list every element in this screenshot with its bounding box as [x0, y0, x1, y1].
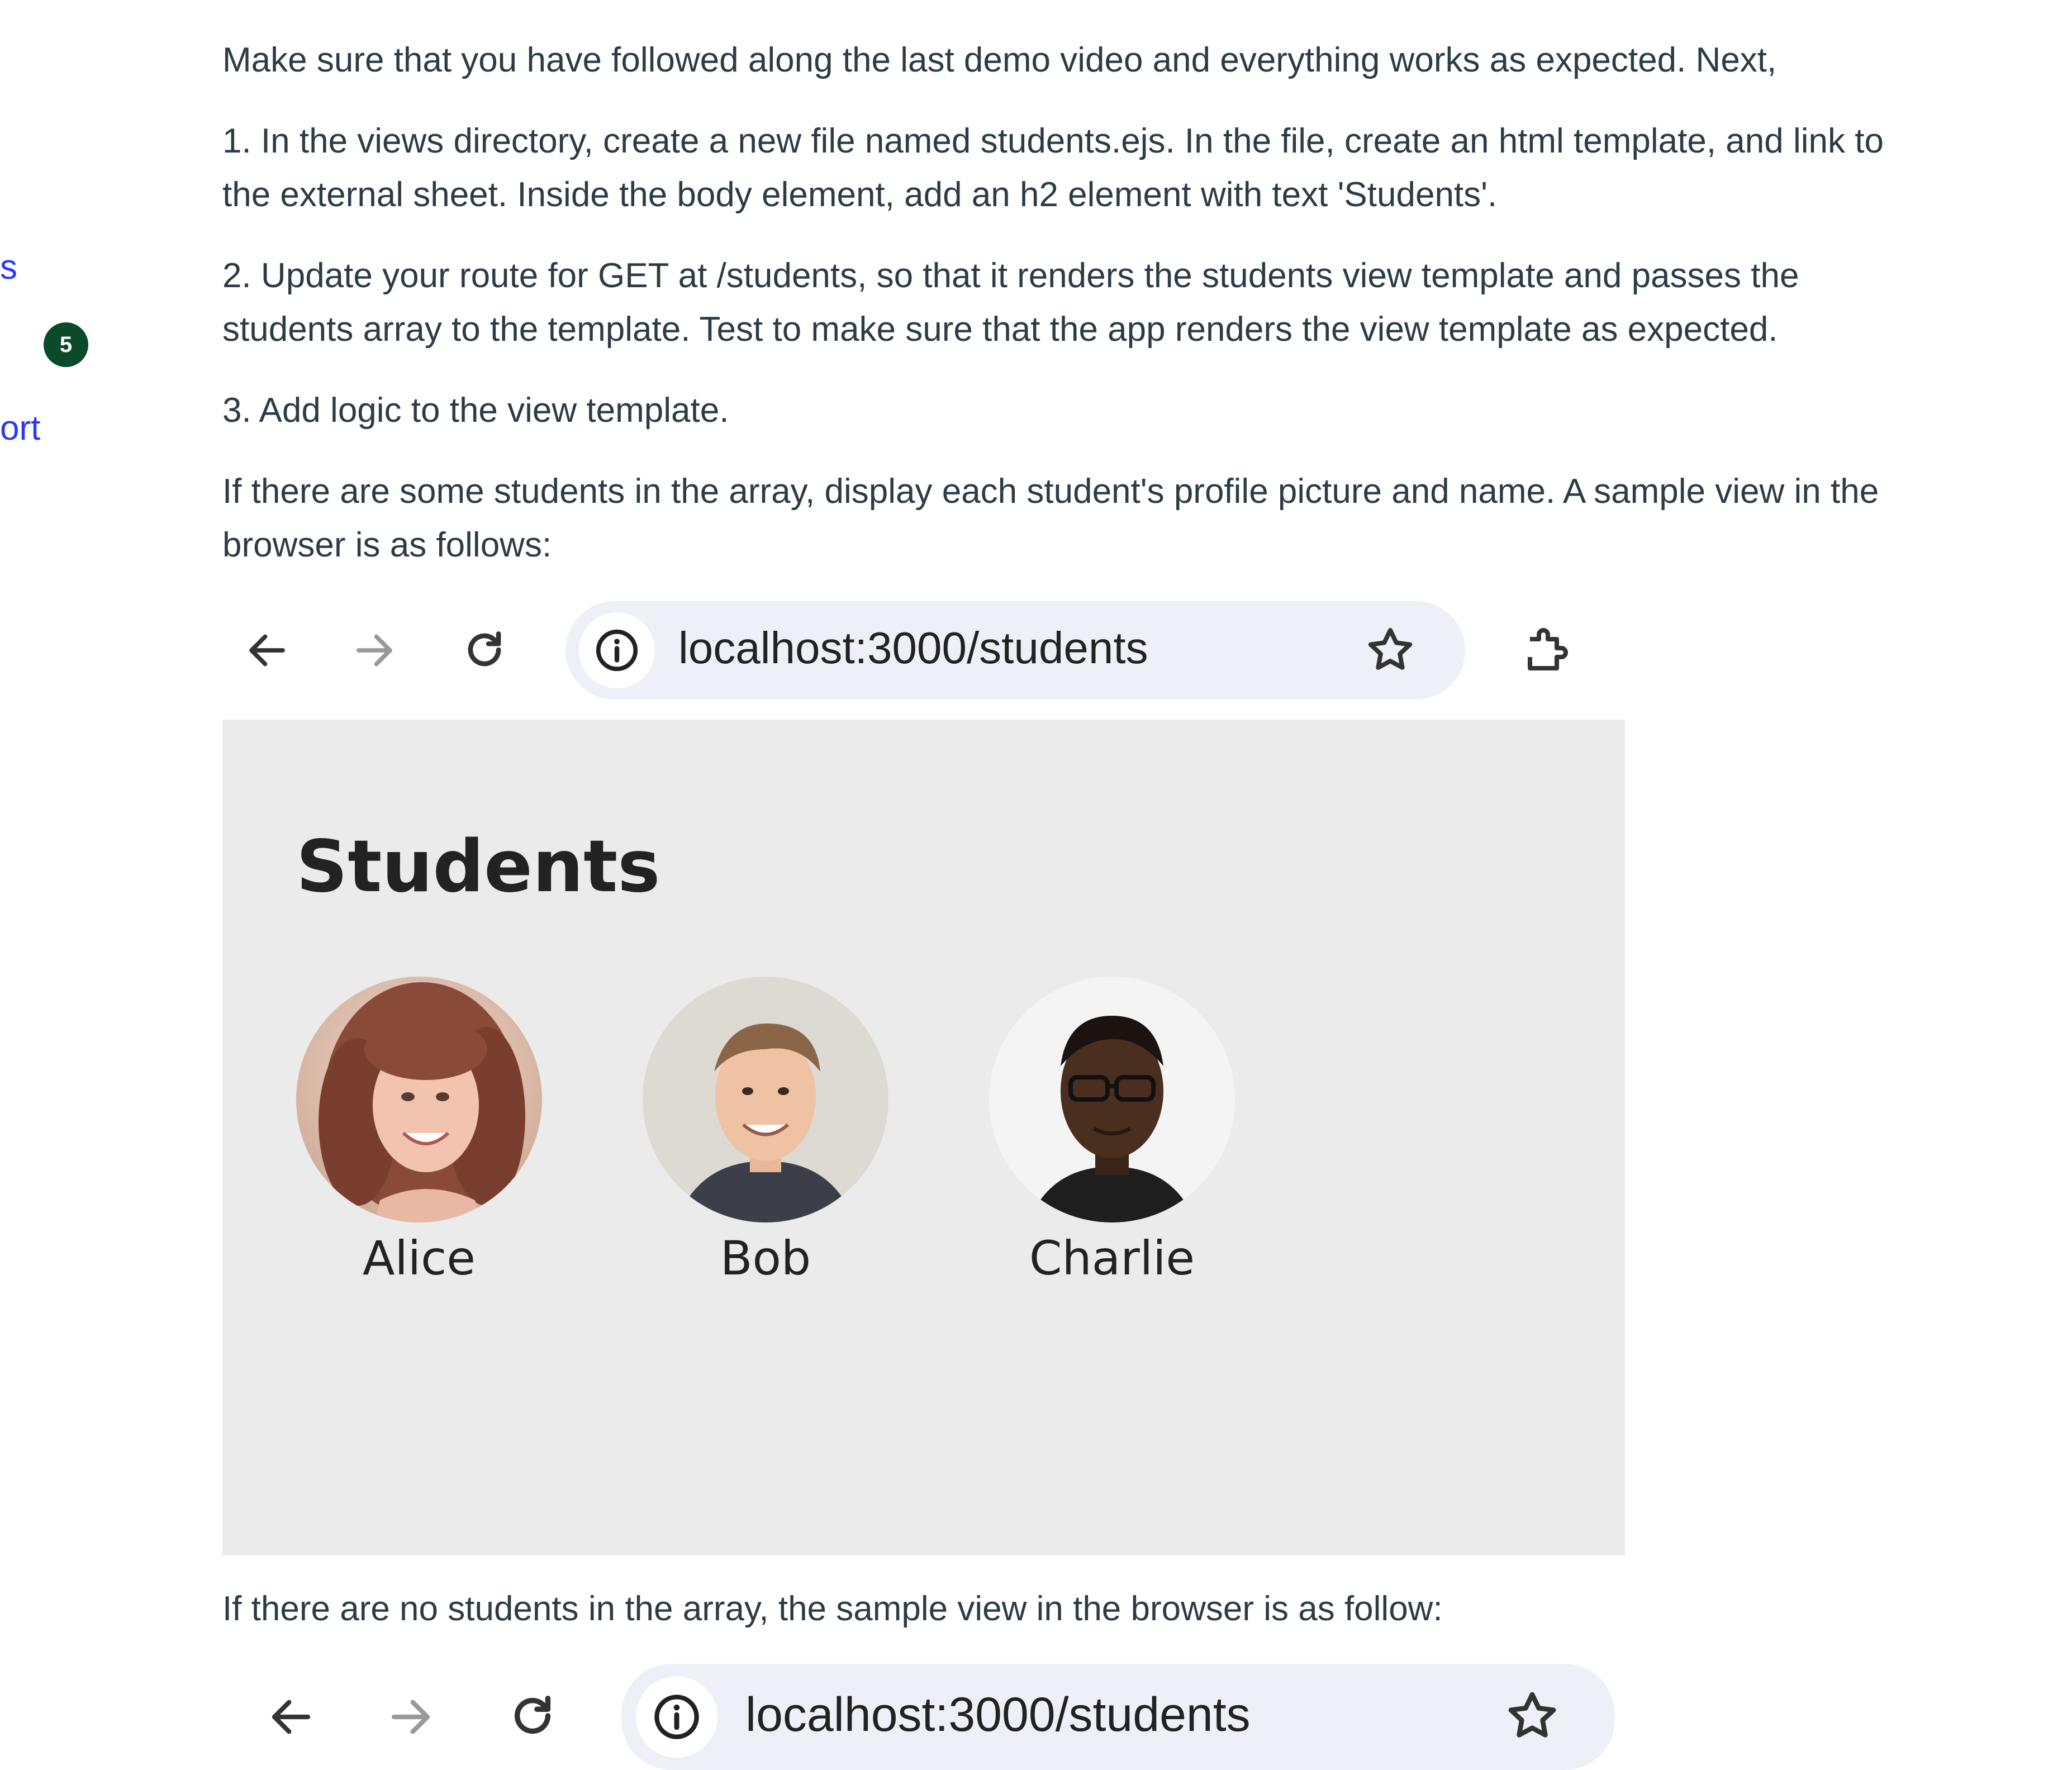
- step2-line2: students array to the template. Test to make sure that the app renders the view template as expected.: [222, 310, 1778, 349]
- student-name: Bob: [720, 1231, 811, 1286]
- address-bar[interactable]: [621, 1664, 1615, 1770]
- student-avatar: [643, 977, 888, 1222]
- extension-icon[interactable]: [1519, 624, 1572, 677]
- url-text: localhost:3000/students: [678, 623, 1148, 673]
- student-avatar: [989, 977, 1235, 1222]
- address-bar[interactable]: [565, 601, 1465, 700]
- student-name: Alice: [362, 1231, 476, 1286]
- some-students-line2: browser is as follows:: [222, 526, 552, 564]
- students-heading: Students: [296, 825, 660, 908]
- forward-arrow-icon[interactable]: [386, 1692, 436, 1742]
- browser-viewport-students: [222, 720, 1625, 1555]
- star-icon[interactable]: [1363, 624, 1417, 677]
- student-name: Charlie: [1029, 1231, 1195, 1286]
- step1-line1: 1. In the views directory, create a new file named students.ejs. In the file, create an html template, and link to: [222, 122, 1884, 160]
- back-arrow-icon[interactable]: [266, 1692, 316, 1742]
- back-arrow-icon[interactable]: [244, 627, 291, 674]
- intro-text: Make sure that you have followed along the last demo video and everything works as expected. Next,: [222, 41, 1777, 79]
- site-info-button[interactable]: [636, 1676, 717, 1758]
- assignment-content: [222, 34, 1955, 572]
- url-text: localhost:3000/students: [745, 1688, 1251, 1742]
- info-icon: [593, 627, 640, 674]
- site-info-button[interactable]: [579, 612, 655, 688]
- info-icon: [652, 1692, 702, 1742]
- step3-text: 3. Add logic to the view template.: [222, 391, 729, 430]
- student-card: [643, 977, 888, 1286]
- some-students-line1: If there are some students in the array, display each student's profile picture and name. A sample view in the: [222, 472, 1879, 511]
- sidebar-link-bottom[interactable]: ort: [0, 409, 41, 448]
- no-students-text: If there are no students in the array, the sample view in the browser is as follow:: [222, 1590, 1443, 1628]
- notification-badge: 5: [44, 322, 88, 367]
- star-icon[interactable]: [1503, 1687, 1561, 1745]
- reload-icon[interactable]: [460, 626, 509, 674]
- student-card: [989, 977, 1235, 1286]
- step1-line2: the external sheet. Inside the body element, add an h2 element with text 'Students'.: [222, 175, 1498, 214]
- student-card: [296, 977, 542, 1286]
- forward-arrow-icon[interactable]: [351, 627, 398, 674]
- step2-line1: 2. Update your route for GET at /students, so that it renders the students view template and passes the: [222, 256, 1799, 295]
- reload-icon[interactable]: [506, 1690, 559, 1742]
- sidebar-link-top[interactable]: s: [0, 248, 17, 287]
- student-avatar: [296, 977, 542, 1222]
